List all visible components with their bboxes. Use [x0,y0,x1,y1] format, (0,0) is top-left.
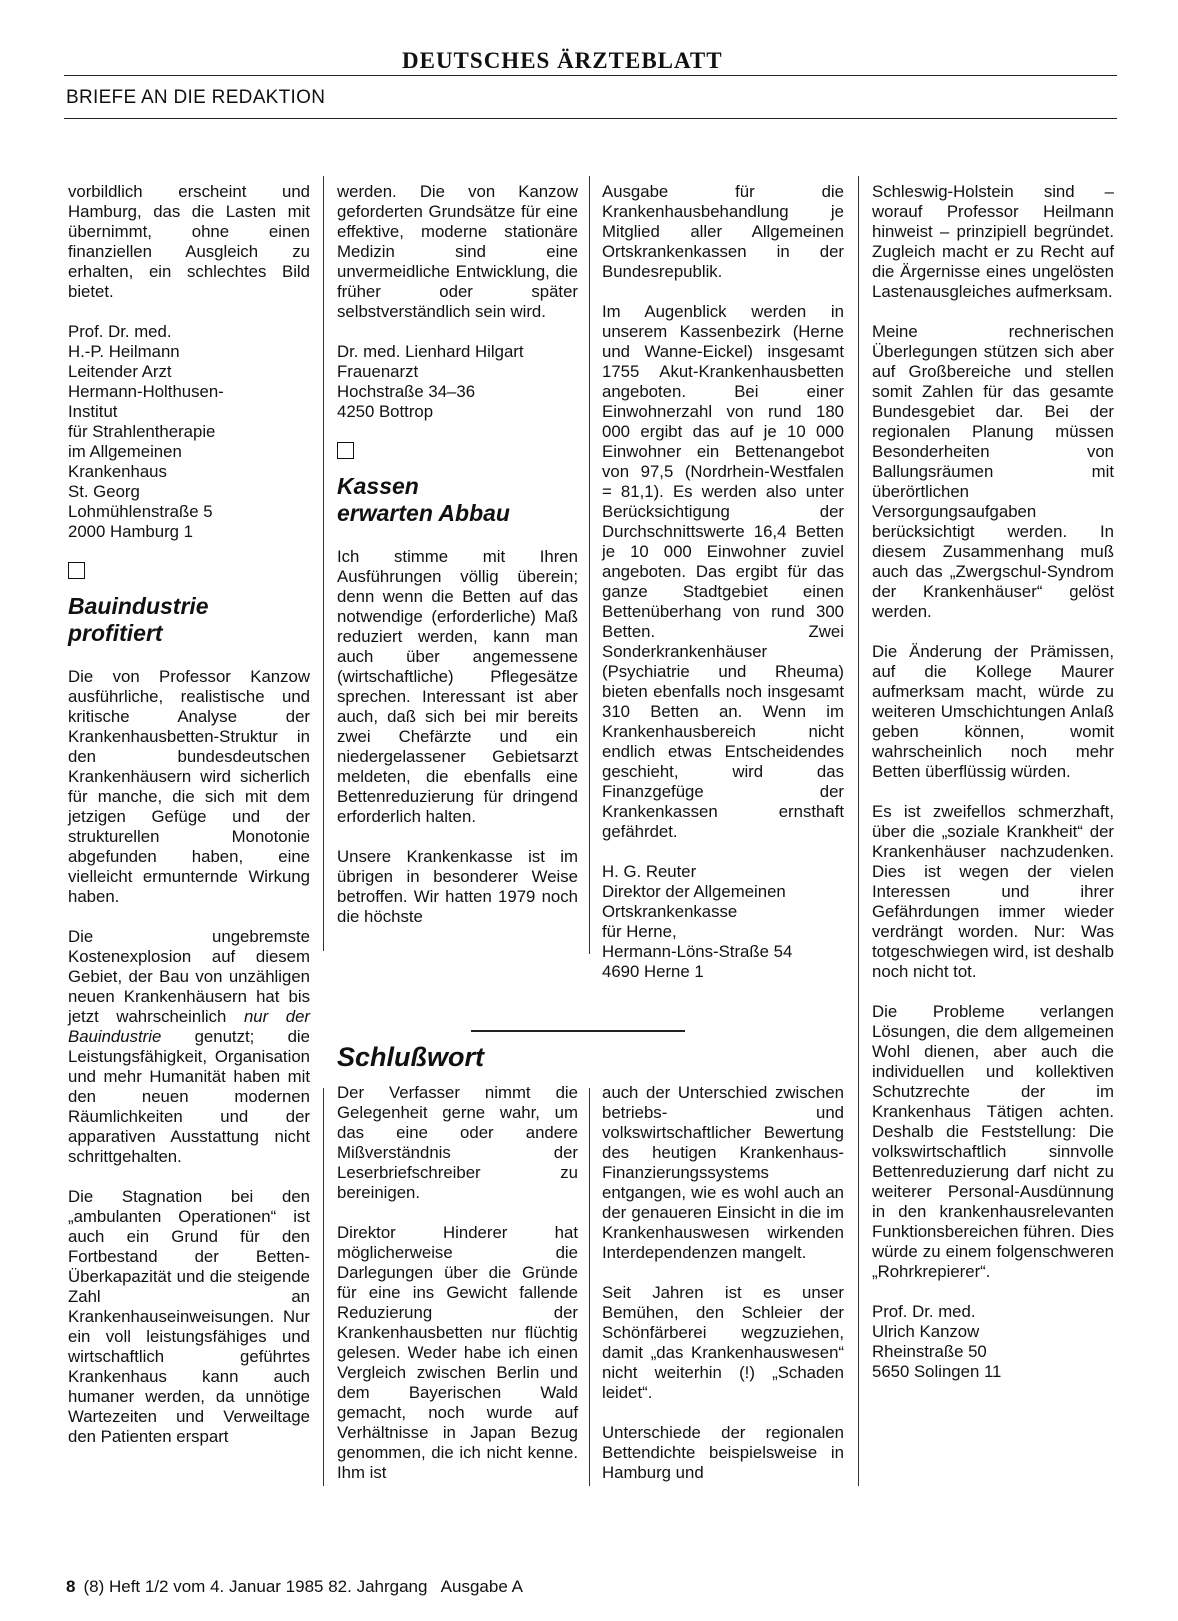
letter-paragraph: auch der Unterschied zwischen betriebs- und volkswirtschaftlicher Bewertung des heutigen Krankenhaus-Finanzierungssystems entgangen, wie es wohl auch an der genaueren Einsicht in die im Krankenhauswesen wirkenden Interdependenzen mangelt. [602,1083,844,1262]
separator-box-icon [68,562,85,579]
signature-line: Ortskrankenkasse [602,902,738,921]
section-divider [471,1030,685,1032]
signature-line: Prof. Dr. med. [68,322,172,341]
letter-paragraph: Die Änderung der Prämissen, auf die Kollege Maurer aufmerksam macht, würde zu weiteren Umschichtungen Anlaß geben können, womit wahrscheinlich noch mehr Betten überflüssig würden. [872,642,1114,781]
letter-paragraph: Die Stagnation bei den „ambulanten Operationen“ ist auch ein Grund für den Fortbestand der Betten-Überkapazität und die steigende Zahl an Krankenhauseinweisungen. Nur ein voll leistungsfähiges und wirtschaftlich geführtes Krankenhaus kann auch humaner werden, da unnötige Wartezeiten und Verweiltage den Patienten erspart [68,1187,310,1446]
letter-signature [602,862,844,982]
letter-paragraph: Direktor Hinderer hat möglicherweise die Darlegungen über die Gründe für eine ins Gewicht fallende Reduzierung der Krankenhausbetten nur flüchtig gelesen. Weder habe ich einen Vergleich zwischen Berlin und dem Bayerischen Wald gemacht, noch wurde auf Verhältnisse in Japan Bezug genommen, die ich nicht kenne. Ihm ist [337,1223,578,1482]
signature-line: für Strahlentherapie [68,422,216,441]
signature-line: Dr. med. Lienhard Hilgart [337,342,524,361]
column-4 [872,182,1114,1402]
letter-heading: Kassen erwarten Abbau [337,473,510,526]
column-rule [323,1088,324,1486]
letter-paragraph: Unsere Krankenkasse ist im übrigen in besonderer Weise betroffen. Wir hatten 1979 noch die höchste [337,847,578,926]
signature-line: für Herne, [602,922,677,941]
signature-line: H.-P. Heilmann [68,342,180,361]
signature-line: 4250 Bottrop [337,402,434,421]
letter-paragraph: vorbildlich erscheint und Hamburg, das die Lasten mit übernimmt, ohne einen finanziellen Ausgleich zu erhalten, ein schlechtes Bild bietet. [68,182,310,301]
signature-line: Krankenhaus [68,462,167,481]
letter-paragraph: Ausgabe für die Krankenhausbehandlung je Mitglied aller Allgemeinen Ortskrankenkassen in der Bundesrepublik. [602,182,844,281]
column-3 [602,182,844,1002]
signature-line: Frauenarzt [337,362,419,381]
column-rule [589,1088,590,1486]
header-rule-top [64,75,1117,76]
signature-line: Ulrich Kanzow [872,1322,980,1341]
letter-paragraph: Die ungebremste Kostenexplosion auf diesem Gebiet, der Bau von unzähligen neuen Krankenhäusern hat bis jetzt wahrscheinlich nur der Bauindustrie genutzt; die Leistungsfähigkeit, Organisation und mehr Humanität haben mit den neuen modernen Räumlichkeiten und der apparativen Ausstattung nicht schrittgehalten. [68,927,310,1166]
letter-heading: Bauindustrie profitiert [68,593,209,646]
letter-paragraph: Die von Professor Kanzow ausführliche, realistische und kritische Analyse der Krankenhausbetten-Struktur in den bundesdeutschen Krankenhäusern wird sicherlich für manche, die sich mit dem jetzigen Gefüge und der strukturellen Monotonie abgefunden haben, eine vielleicht ermunternde Wirkung haben. [68,667,310,906]
letter-paragraph: Schleswig-Holstein sind – worauf Professor Heilmann hinweist – prinzipiell begründet. Zugleich macht er zu Recht auf die Ärgernisse eines ungelösten Lastenausgleiches aufmerksam. [872,182,1114,301]
signature-line: Prof. Dr. med. [872,1302,976,1321]
letter-paragraph: Es ist zweifellos schmerzhaft, über die „soziale Krankheit“ der Krankenhäuser nachzudenken. Dies ist wegen der vielen Interessen und ihrer Gefährdungen immer wieder verdrängt worden. Nur: Was totgeschwiegen wird, ist deshalb noch nicht tot. [872,802,1114,981]
issue-info: (8) Heft 1/2 vom 4. Januar 1985 82. Jahrgang Ausgabe A [83,1577,523,1596]
signature-line: Leitender Arzt [68,362,172,381]
signature-line: Direktor der Allgemeinen [602,882,786,901]
column-rule [589,176,590,954]
signature-line: H. G. Reuter [602,862,697,881]
column-2 [337,182,578,947]
signature-line: Institut [68,402,118,421]
separator-box-icon [337,442,354,459]
letter-signature [68,322,310,542]
page-number: 8 [66,1577,76,1596]
signature-line: 2000 Hamburg 1 [68,522,194,541]
letter-paragraph: Meine rechnerischen Überlegungen stützen sich aber auf Großbereiche und stellen somit Zahlen für das gesamte Bundesgebiet dar. Bei der regionalen Planung müssen Besonderheiten von Ballungsräumen mit überörtlichen Versorgungsaufgaben berücksichtigt werden. In diesem Zusammenhang muß auch das „Zwergschul-Syndrom der Krankenhäuser“ gelöst werden. [872,322,1114,621]
letter-paragraph: Unterschiede der regionalen Bettendichte beispielsweise in Hamburg und [602,1423,844,1482]
letter-signature [872,1302,1114,1382]
letter-paragraph: Ich stimme mit Ihren Ausführungen völlig überein; denn wenn die Betten auf das notwendige (erforderliche) Maß reduziert werden, kann man auch über angemessene (wirtschaftliche) Pflegesätze sprechen. Interessant ist aber auch, daß sich bei mir bereits zwei Chefärzte und ein niedergelassener Gebietsarzt meldeten, die ebenfalls eine Bettenreduzierung für dringend erforderlich halten. [337,547,578,826]
masthead: DEUTSCHES ÄRZTEBLATT [402,48,723,73]
signature-line: 4690 Herne 1 [602,962,704,981]
signature-line: 5650 Solingen 11 [872,1362,1002,1381]
emphasis: nur der Bauindustrie [68,1007,310,1046]
signature-line: im Allgemeinen [68,442,182,461]
letter-paragraph: Die Probleme verlangen Lösungen, die dem allgemeinen Wohl dienen, aber auch die individuellen und kollektiven Schutzrechte der im Krankenhaus Tätigen achten. Deshalb die Feststellung: Die volkswirtschaftlich sinnvolle Bettenreduzierung darf nicht zu weiterer Personal-Ausdünnung in den krankenhausrelevanten Funktionsbereichen führen. Dies würde zu einem folgenschweren „Rohrkrepierer“. [872,1002,1114,1281]
letter-paragraph: Im Augenblick werden in unserem Kassenbezirk (Herne und Wanne-Eickel) insgesamt 1755 Akut-Krankenhausbetten angeboten. Bei einer Einwohnerzahl von rund 180 000 ergibt das auf je 10 000 Einwohner ein Bettenangebot von 97,5 (Nordrhein-Westfalen = 81,1). Es werden also unter Berücksichtigung der Durchschnittswerte 16,4 Betten je 10 000 Einwohner zuviel angeboten. Das ergibt für das ganze Stadtgebiet einen Bettenüberhang von rund 300 Betten. Zwei Sonderkrankenhäuser (Psychiatrie und Rheuma) bieten ebenfalls noch insgesamt 310 Betten an. Wenn im Krankenhausbereich nicht endlich etwas Entscheidendes geschieht, wird das Finanzgefüge der Krankenkassen ernsthaft gefährdet. [602,302,844,841]
schlusswort-column-2 [602,1083,844,1503]
schlusswort-column-1 [337,1083,578,1503]
signature-line: Lohmühlenstraße 5 [68,502,213,521]
letter-paragraph: Der Verfasser nimmt die Gelegenheit gerne wahr, um das eine oder andere Mißverständnis der Leserbriefschreiber zu bereinigen. [337,1083,578,1202]
column-rule [858,176,859,1486]
section-title: BRIEFE AN DIE REDAKTION [66,87,326,108]
letter-paragraph: werden. Die von Kanzow geforderten Grundsätze für eine effektive, moderne stationäre Medizin sind eine unvermeidliche Entwicklung, die früher oder später selbstverständlich sein wird. [337,182,578,321]
signature-line: Hochstraße 34–36 [337,382,476,401]
letter-signature [337,342,578,422]
header-rule-bottom [64,118,1117,119]
signature-line: Rheinstraße 50 [872,1342,987,1361]
column-rule [323,176,324,951]
schlusswort-heading: Schlußwort [337,1042,484,1072]
page-footer [66,1577,523,1597]
signature-line: Hermann-Holthusen- [68,382,224,401]
signature-line: St. Georg [68,482,140,501]
signature-line: Hermann-Löns-Straße 54 [602,942,793,961]
column-1 [68,182,310,1467]
letter-paragraph: Seit Jahren ist es unser Bemühen, den Schleier der Schönfärberei wegzuziehen, damit „das Krankenhauswesen“ nicht weiterhin (!) „Schaden leidet“. [602,1283,844,1402]
